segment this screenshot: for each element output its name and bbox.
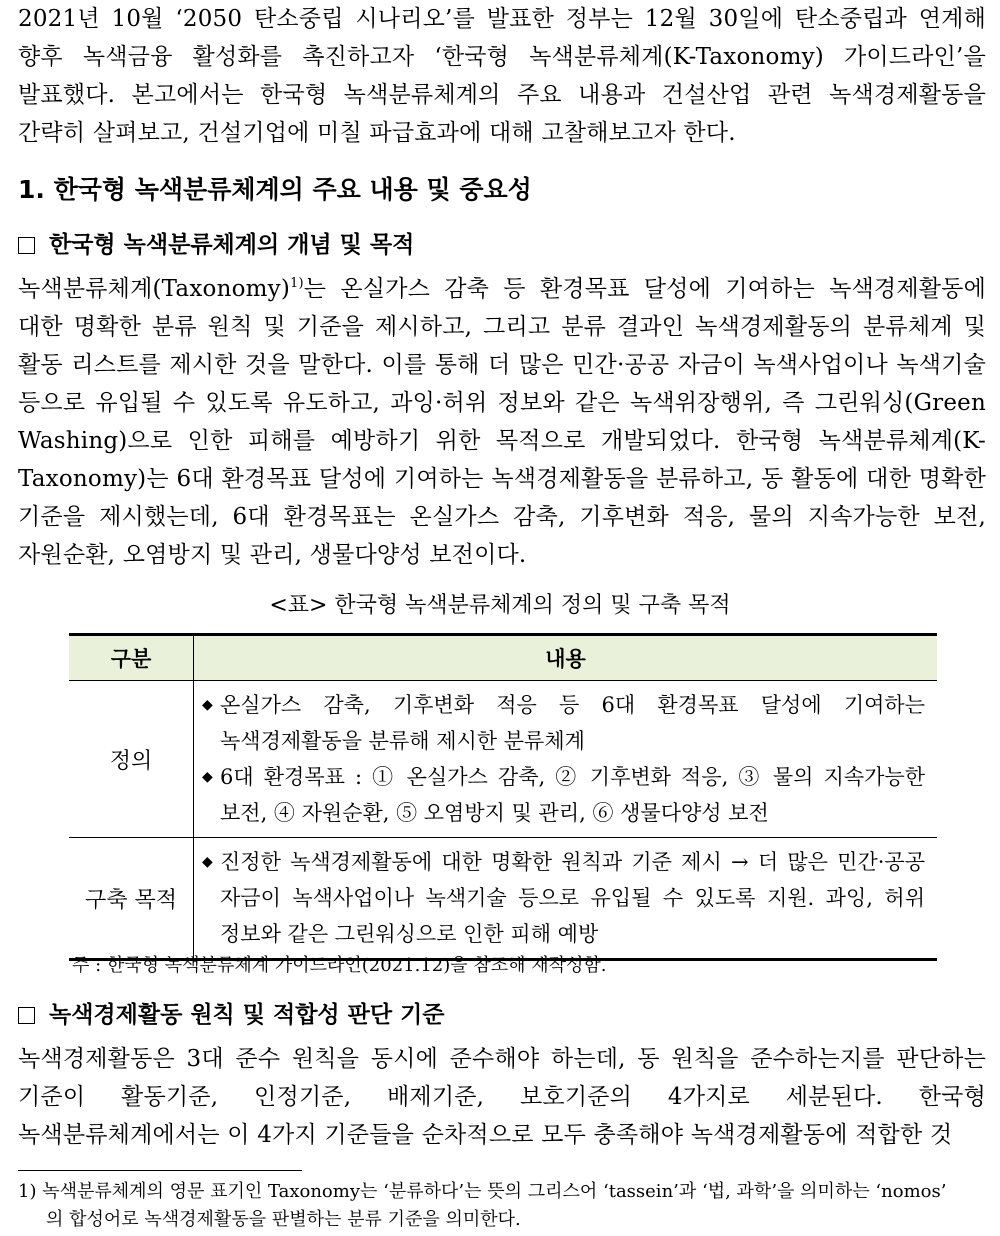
square-bullet-icon — [18, 1007, 35, 1024]
diamond-bullet-icon: ◆ — [202, 769, 213, 785]
row-content-purpose — [194, 838, 938, 960]
footnote-divider — [18, 1170, 302, 1171]
table-row — [69, 838, 937, 960]
bullet-text: 진정한 녹색경제활동에 대한 명확한 원칙과 기준 제시 → 더 많은 민간·공공 자금이 녹색사업이나 녹색기술 등으로 유입될 수 있도록 지원. 과잉, 허위 정보와 같은 그린워싱으로 인한 피해 예방 — [220, 850, 925, 946]
subsection-heading-principles — [18, 998, 445, 1032]
footnote-ref-1: 1) — [290, 276, 304, 291]
diamond-bullet-icon: ◆ — [202, 697, 213, 713]
principles-paragraph: 녹색경제활동은 3대 준수 원칙을 동시에 준수해야 하는데, 동 원칙을 준수하는지를 판단하는 기준이 활동기준, 인정기준, 배제기준, 보호기준의 4가지로 세분된다. 한국형 녹색분류체계에서는 이 4가지 기준들을 순차적으로 모두 충족해야 녹색경제활동에 적합한 것 — [18, 1046, 986, 1148]
concept-text-start: 녹색분류체계(Taxonomy) — [18, 276, 291, 302]
table-note: 주 : 한국형 녹색분류체계 가이드라인(2021.12)을 참조해 재작성함. — [72, 955, 607, 976]
footnote — [18, 1178, 986, 1234]
bullet-text: 6대 환경목표 : ① 온실가스 감축, ② 기후변화 적응, ③ 물의 지속가능한 보전, ④ 자원순환, ⑤ 오염방지 및 관리, ⑥ 생물다양성 보전 — [220, 765, 925, 825]
subsection-heading-concept — [18, 228, 414, 262]
subsection-title-principles: 녹색경제활동 원칙 및 적합성 판단 기준 — [49, 1002, 445, 1028]
bullet-text: 온실가스 감축, 기후변화 적응 등 6대 환경목표 달성에 기여하는 녹색경제활동을 분류해 제시한 분류체계 — [220, 693, 925, 753]
table-header-content: 내용 — [194, 635, 938, 681]
square-bullet-icon — [18, 237, 35, 254]
footnote-line-1: 1) 녹색분류체계의 영문 표기인 Taxonomy는 ‘분류하다’는 뜻의 그리스어 ‘tassein’과 ‘법, 과학’을 의미하는 ‘nomos’ — [18, 1181, 947, 1202]
table-header-row — [69, 635, 937, 681]
intro-paragraph: 2021년 10월 ‘2050 탄소중립 시나리오’를 발표한 정부는 12월 30일에 탄소중립과 연계해 향후 녹색금융 활성화를 촉진하고자 ‘한국형 녹색분류체계(K-Taxonomy) 가이드라인’을 발표했다. 본고에서는 한국형 녹색분류체계의 주요 내용과 건설산업 관련 녹색경제활동을 간략히 살펴보고, 건설기업에 미칠 파급효과에 대해 고찰해보고자 한다. — [18, 6, 986, 146]
concept-text-rest: 는 온실가스 감축 등 환경목표 달성에 기여하는 녹색경제활동에 대한 명확한 분류 원칙 및 기준을 제시하고, 그리고 분류 결과인 녹색경제활동의 분류체계 및 활동 리스트를 제시한 것을 말한다. 이를 통해 더 많은 민간·공공 자금이 녹색사업이나 녹색기술 등으로 유입될 수 있도록 유도하고, 과잉·허위 정보와 같은 녹색위장행위, 즉 그린워싱(Green Washing)으로 인한 피해를 예방하기 위한 목적으로 개발되었다. 한국형 녹색분류체계(K-Taxonomy)는 6대 환경목표 달성에 기여하는 녹색경제활동을 분류하고, 동 활동에 대한 명확한 기준을 제시했는데, 6대 환경목표는 온실가스 감축, 기후변화 적응, 물의 지속가능한 보전, 자원순환, 오염방지 및 관리, 생물다양성 보전이다. — [18, 276, 986, 568]
footnote-line-2: 의 합성어로 녹색경제활동을 판별하는 분류 기준을 의미한다. — [46, 1209, 521, 1230]
table-bullet — [202, 687, 925, 759]
table-bullet — [202, 844, 925, 952]
diamond-bullet-icon: ◆ — [202, 854, 213, 870]
row-label-purpose: 구축 목적 — [69, 838, 194, 960]
table-bullet — [202, 759, 925, 831]
subsection-title-concept: 한국형 녹색분류체계의 개념 및 목적 — [49, 232, 415, 258]
section-1-heading: 1. 한국형 녹색분류체계의 주요 내용 및 중요성 — [18, 175, 532, 204]
row-content-definition — [194, 681, 938, 838]
definition-table — [69, 633, 937, 961]
table-caption: <표> 한국형 녹색분류체계의 정의 및 구축 목적 — [269, 593, 731, 618]
concept-paragraph — [18, 270, 986, 574]
table-row — [69, 681, 937, 838]
row-label-definition: 정의 — [69, 681, 194, 838]
table-header-category: 구분 — [69, 635, 194, 681]
